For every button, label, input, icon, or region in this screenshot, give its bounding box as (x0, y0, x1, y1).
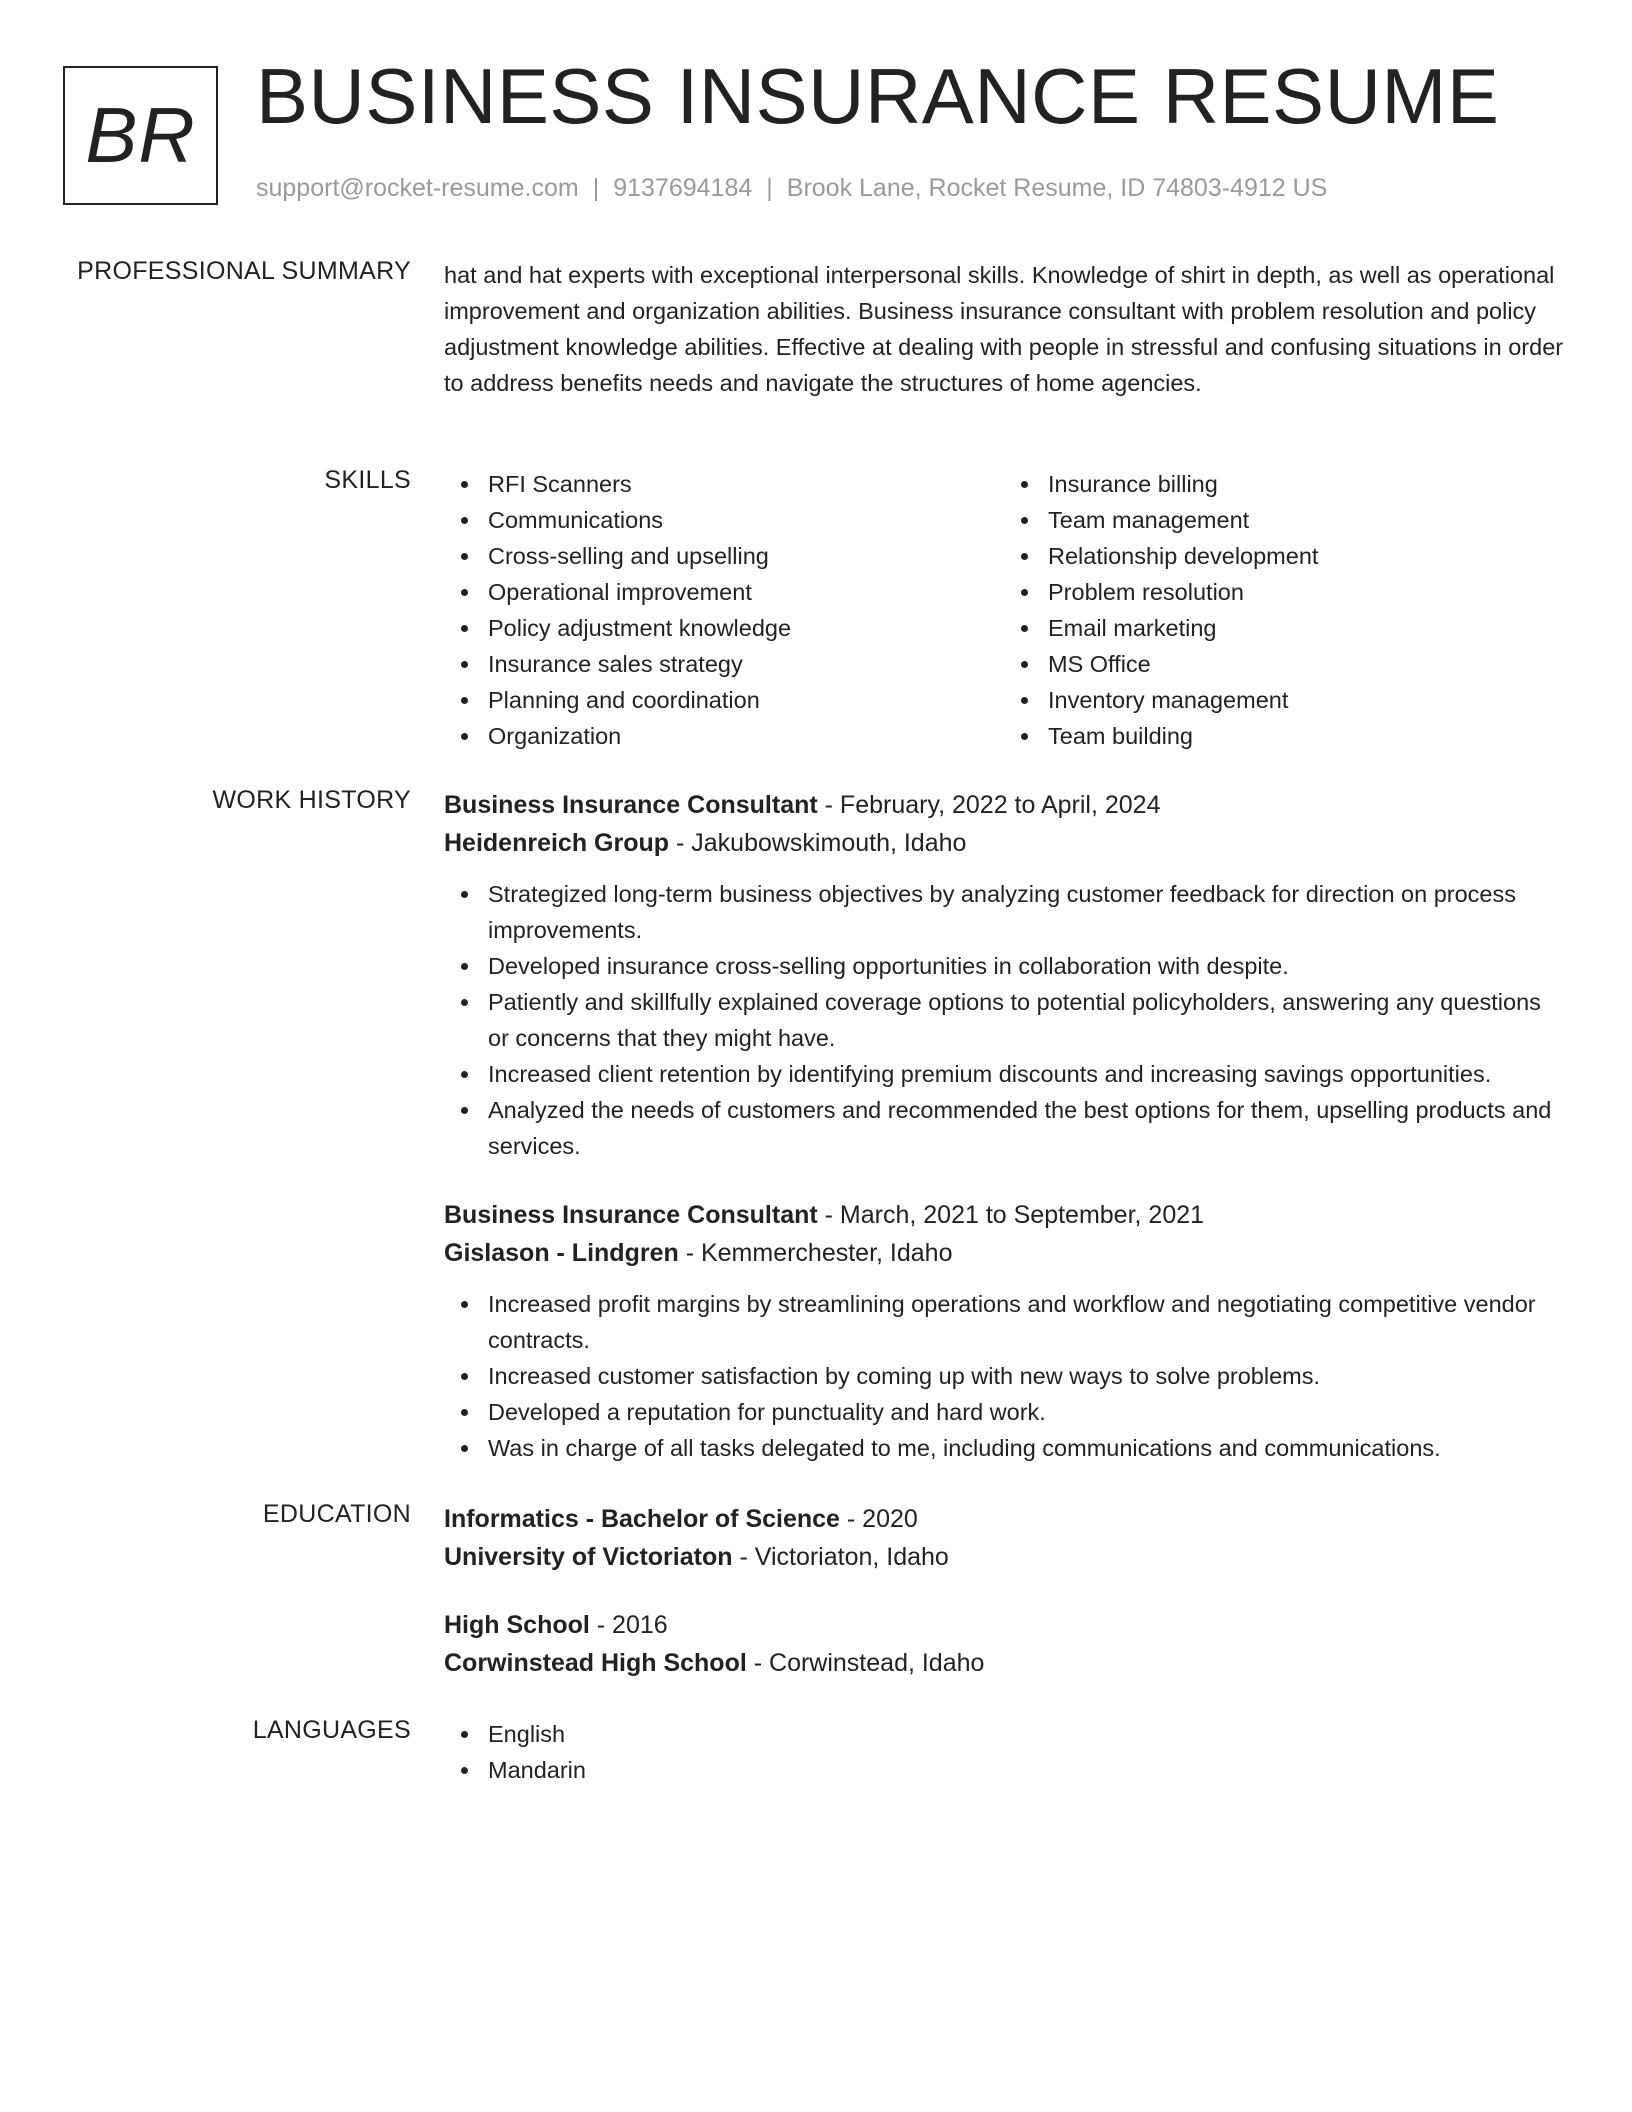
skill-item: Insurance sales strategy (488, 646, 1004, 682)
job-bullet: Was in charge of all tasks delegated to me, including communications and communications. (488, 1430, 1564, 1466)
skill-item: Insurance billing (1048, 466, 1564, 502)
job-company: Heidenreich Group (444, 829, 670, 857)
job-bullet: Analyzed the needs of customers and recommended the best options for them, upselling products and services. (488, 1092, 1564, 1164)
skills-list-right (1004, 466, 1564, 754)
education-school-line (444, 1644, 1564, 1682)
job-dates: - February, 2022 to April, 2024 (817, 791, 1161, 819)
contact-line (256, 174, 1327, 203)
job-bullet: Developed a reputation for punctuality and hard work. (488, 1394, 1564, 1430)
education-school: Corwinstead High School (444, 1649, 747, 1677)
section-label-skills: SKILLS (324, 466, 411, 494)
contact-email: support@rocket-resume.com (256, 174, 579, 202)
languages-list (444, 1716, 1564, 1788)
job-entry (444, 786, 1564, 1164)
job-bullet: Patiently and skillfully explained coverage options to potential policyholders, answering any questions or concerns that they might have. (488, 984, 1564, 1056)
skill-item: MS Office (1048, 646, 1564, 682)
job-bullet: Developed insurance cross-selling opportunities in collaboration with despite. (488, 948, 1564, 984)
skill-item: Team management (1048, 502, 1564, 538)
education-school-line (444, 1538, 1564, 1576)
education-entry (444, 1500, 1564, 1576)
skill-item: Planning and coordination (488, 682, 1004, 718)
job-title: Business Insurance Consultant (444, 1201, 818, 1229)
job-location: - Jakubowskimouth, Idaho (669, 829, 967, 857)
contact-phone: 9137694184 (613, 174, 753, 202)
education-degree: Informatics - Bachelor of Science (444, 1505, 840, 1533)
job-entry (444, 1196, 1564, 1466)
job-location: - Kemmerchester, Idaho (678, 1239, 953, 1267)
education-location: - Victoriaton, Idaho (732, 1543, 949, 1571)
section-label-work: WORK HISTORY (212, 786, 411, 814)
job-bullet: Increased client retention by identifying premium discounts and increasing savings opportunities. (488, 1056, 1564, 1092)
job-title-line (444, 786, 1564, 824)
skill-item: Policy adjustment knowledge (488, 610, 1004, 646)
job-bullets (444, 876, 1564, 1164)
job-company-line (444, 1234, 1564, 1272)
education-year: - 2016 (589, 1611, 668, 1639)
education-location: - Corwinstead, Idaho (746, 1649, 985, 1677)
monogram-logo: BR (63, 66, 218, 205)
education-degree-line (444, 1500, 1564, 1538)
skill-item: Email marketing (1048, 610, 1564, 646)
contact-address: Brook Lane, Rocket Resume, ID 74803-4912 US (786, 174, 1328, 202)
job-bullet: Increased profit margins by streamlining operations and workflow and negotiating competitive vendor contracts. (488, 1286, 1564, 1358)
skill-item: Inventory management (1048, 682, 1564, 718)
skill-item: RFI Scanners (488, 466, 1004, 502)
skill-item: Problem resolution (1048, 574, 1564, 610)
job-bullets (444, 1286, 1564, 1466)
job-title: Business Insurance Consultant (444, 791, 818, 819)
summary-text: hat and hat experts with exceptional interpersonal skills. Knowledge of shirt in depth, as well as operational improvement and organization abilities. Business insurance consultant with problem resolution and policy adjustment knowledge abilities. Effective at dealing with people in stressful and confusing situations in order to address benefits needs and navigate the structures of home agencies. (444, 262, 1564, 396)
section-label-summary: PROFESSIONAL SUMMARY (77, 257, 411, 285)
section-label-languages: LANGUAGES (252, 1716, 411, 1744)
education-year: - 2020 (839, 1505, 918, 1533)
education-degree: High School (444, 1611, 590, 1639)
job-dates: - March, 2021 to September, 2021 (817, 1201, 1205, 1229)
job-bullet: Increased customer satisfaction by coming up with new ways to solve problems. (488, 1358, 1564, 1394)
education-school: University of Victoriaton (444, 1543, 733, 1571)
language-item: Mandarin (488, 1752, 1564, 1788)
job-company: Gislason - Lindgren (444, 1239, 679, 1267)
education-degree-line (444, 1606, 1564, 1644)
skills-list-left (444, 466, 1004, 754)
language-item: English (488, 1716, 1564, 1752)
contact-separator: | (592, 174, 600, 202)
job-bullet: Strategized long-term business objectives by analyzing customer feedback for direction on process improvements. (488, 876, 1564, 948)
skill-item: Cross-selling and upselling (488, 538, 1004, 574)
contact-separator: | (766, 174, 773, 202)
skill-item: Communications (488, 502, 1004, 538)
skill-item: Operational improvement (488, 574, 1004, 610)
page-title: BUSINESS INSURANCE RESUME (256, 52, 1500, 140)
skill-item: Team building (1048, 718, 1564, 754)
job-company-line (444, 824, 1564, 862)
skill-item: Organization (488, 718, 1004, 754)
job-title-line (444, 1196, 1564, 1234)
skill-item: Relationship development (1048, 538, 1564, 574)
education-entry (444, 1606, 1564, 1682)
section-label-education: EDUCATION (262, 1500, 411, 1528)
